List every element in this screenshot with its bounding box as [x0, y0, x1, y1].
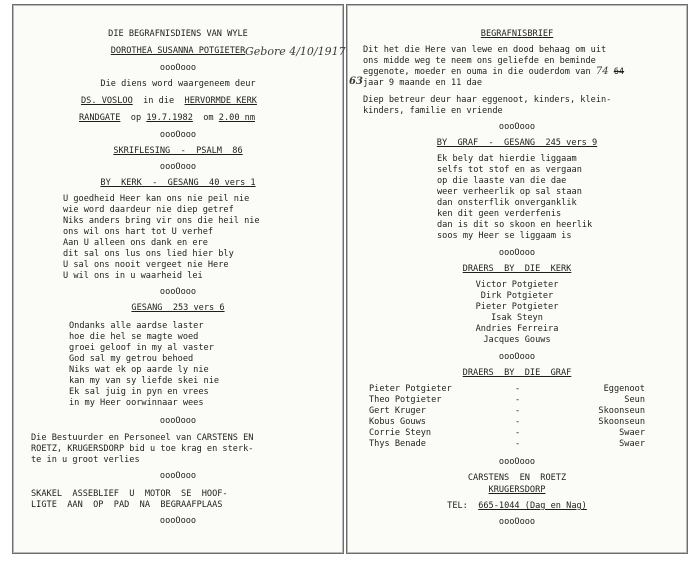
phone-line	[347, 501, 687, 511]
officiant-name: DS. VOSLOO	[81, 96, 133, 106]
notice-heading: BEGRAFNISBRIEF	[480, 29, 554, 39]
hymn253-line: hoe die hel se magte woed	[69, 332, 199, 342]
bearer-role: Seun	[624, 395, 645, 405]
hymn245-heading: BY GRAF - GESANG 245 vers 9	[436, 138, 598, 148]
hymn253-line: groei geloof in my al vaster	[69, 343, 214, 353]
condolence-line: te in u groot verlies	[31, 455, 140, 465]
reading-heading: SKRIFLESING - PSALM 86	[113, 146, 243, 156]
hymn40-heading: BY KERK - GESANG 40 vers 1	[100, 178, 256, 188]
hymn253-line: Ek sal juig in pyn en vrees	[69, 387, 209, 397]
hymn245-line: Ek bely dat hierdie liggaam	[437, 154, 577, 164]
separator: oooOooo	[498, 248, 536, 258]
date-label: op	[130, 113, 142, 123]
separator: oooOooo	[159, 162, 197, 172]
hymn40-line: U goedheid Heer kan ons nie peil nie	[63, 194, 250, 204]
date-line	[79, 113, 255, 123]
separator: oooOooo	[159, 471, 197, 481]
headlights-notice: SKAKEL ASSEBLIEF U MOTOR SE HOOF-	[31, 489, 228, 499]
hymn253-line: in my Heer oorwinnaar wees	[69, 398, 204, 408]
officiant-intro: Die diens word waargeneem deur	[100, 79, 256, 89]
bearer-dash: -	[515, 384, 521, 394]
phone-label: TEL:	[447, 501, 468, 511]
hymn40-line: Aan U alleen ons dank en ere	[63, 238, 208, 248]
bearer-role: Swaer	[619, 428, 645, 438]
bearer-dash: -	[515, 395, 521, 405]
hymn253-line: God sal my getrou behoed	[69, 354, 194, 364]
hymn40-line: Niks anders bring vir ons die heil nie	[63, 216, 260, 226]
separator: oooOooo	[159, 63, 197, 73]
bearer-name: Gert Kruger	[369, 406, 426, 416]
bearer-name: Corrie Steyn	[369, 428, 432, 438]
condolence-line: ROETZ, KRUGERSDORP bid u toe krag en sterk-	[31, 444, 254, 454]
bearer-dash: -	[515, 428, 521, 438]
hymn253-line: Ondanks alle aardse laster	[69, 321, 204, 331]
handwritten-margin-number: 63	[349, 76, 363, 87]
church-bearer: Isak Steyn	[491, 313, 543, 323]
deceased-name: DOROTHEA SUSANNA POTGIETER	[110, 46, 246, 56]
bearer-name: Pieter Potgieter	[369, 384, 452, 394]
separator: oooOooo	[159, 287, 197, 297]
time-label: om	[203, 113, 214, 123]
hymn245-line: dan is dit so skoon en heerlik	[437, 220, 593, 230]
notice-line: Dit het die Here van lewe en dood behaag om uit	[363, 45, 607, 55]
hymn40-line: U sal ons nooit vergeet nie Here	[63, 260, 229, 270]
separator: oooOooo	[159, 130, 197, 140]
hymn40-line: wie word daardeur nie diep getref	[63, 205, 234, 215]
headlights-notice: LIGTE AAN OP PAD NA BEGRAAFPLAAS	[31, 500, 223, 510]
hymn40-line: U wil ons in u waarheid lei	[63, 271, 203, 281]
bearer-name: Kobus Gouws	[369, 417, 426, 427]
firm-city: KRUGERSDORP	[488, 485, 546, 495]
bearer-role: Eggenoot	[603, 384, 645, 394]
hymn40-line: dit sal ons lus ons lied hier bly	[63, 249, 234, 259]
church-bearer: Victor Potgieter	[475, 280, 559, 290]
bearer-name: Theo Potgieter	[369, 395, 442, 405]
separator: oooOooo	[159, 416, 197, 426]
hymn40-line: ons wil ons hart tot U verhef	[63, 227, 214, 237]
mourn-line: kinders, familie en vriende	[363, 106, 503, 116]
notice-line: eggenote, moeder en ouma in die ouderdom van 74 64	[363, 66, 625, 77]
bearer-role: Skoonseun	[598, 406, 645, 416]
bearer-dash: -	[515, 439, 521, 449]
bearer-role: Skoonseun	[598, 417, 645, 427]
notice-line: jaar 9 maande en 11 dae	[363, 78, 482, 88]
phone-number: 665-1044 (Dag en Nag)	[478, 501, 587, 511]
hymn253-line: kan my van sy liefde skei nie	[69, 376, 220, 386]
hymn245-line: soos my Heer se liggaam is	[437, 231, 572, 241]
church-bearer: Jacques Gouws	[483, 335, 551, 345]
condolence-line: Die Bestuurder en Personeel van CARSTENS EN	[31, 433, 254, 443]
grave-bearers-heading: DRAERS BY DIE GRAF	[462, 368, 572, 378]
church-bearer: Andries Ferreira	[475, 324, 559, 334]
separator: oooOooo	[498, 122, 536, 132]
hymn245-line: op die laaste van die dae	[437, 176, 567, 186]
church-place: RANDGATE	[79, 113, 121, 123]
hymn253-heading: GESANG 253 vers 6	[131, 303, 225, 313]
separator: oooOooo	[159, 516, 197, 526]
bearer-name: Thys Benade	[369, 439, 426, 449]
service-title: DIE BEGRAFNISDIENS VAN WYLE	[108, 29, 248, 39]
separator: oooOooo	[498, 457, 536, 467]
officiant-line	[81, 96, 257, 106]
hymn245-line: selfs tot stof en as vergaan	[437, 165, 582, 175]
typed-age-struck: 64	[613, 67, 625, 77]
separator: oooOooo	[498, 517, 536, 527]
hymn245-line: dan onsterflik onverganklik	[437, 198, 577, 208]
hymn253-line: Niks wat ek op aarde ly nie	[69, 365, 209, 375]
bearer-dash: -	[515, 406, 521, 416]
church-bearer: Dirk Potgieter	[480, 291, 554, 301]
church-bearers-heading: DRAERS BY DIE KERK	[462, 264, 572, 274]
bearer-dash: -	[515, 417, 521, 427]
bearer-role: Swaer	[619, 439, 645, 449]
hymn245-line: ken dit geen verderfenis	[437, 209, 562, 219]
officiant-in: in die	[143, 96, 175, 106]
mourn-line: Diep betreur deur haar eggenoot, kinders, klein-	[363, 95, 612, 105]
left-page	[12, 4, 344, 554]
notice-line: ons midde weg te neem ons geliefde en beminde	[363, 56, 596, 66]
handwritten-born-date: Gebore 4/10/1917	[245, 45, 346, 58]
firm-name: CARSTENS EN ROETZ	[467, 473, 567, 483]
church-bearer: Pieter Potgieter	[475, 302, 559, 312]
handwritten-age: 74	[595, 66, 609, 77]
separator: oooOooo	[498, 352, 536, 362]
hymn245-line: weer verheerlik op sal staan	[437, 187, 582, 197]
service-time: 2.00 nm	[218, 113, 256, 123]
right-page	[346, 4, 688, 554]
service-date: 19.7.1982	[146, 113, 193, 123]
church-name: HERVORMDE KERK	[184, 96, 257, 106]
